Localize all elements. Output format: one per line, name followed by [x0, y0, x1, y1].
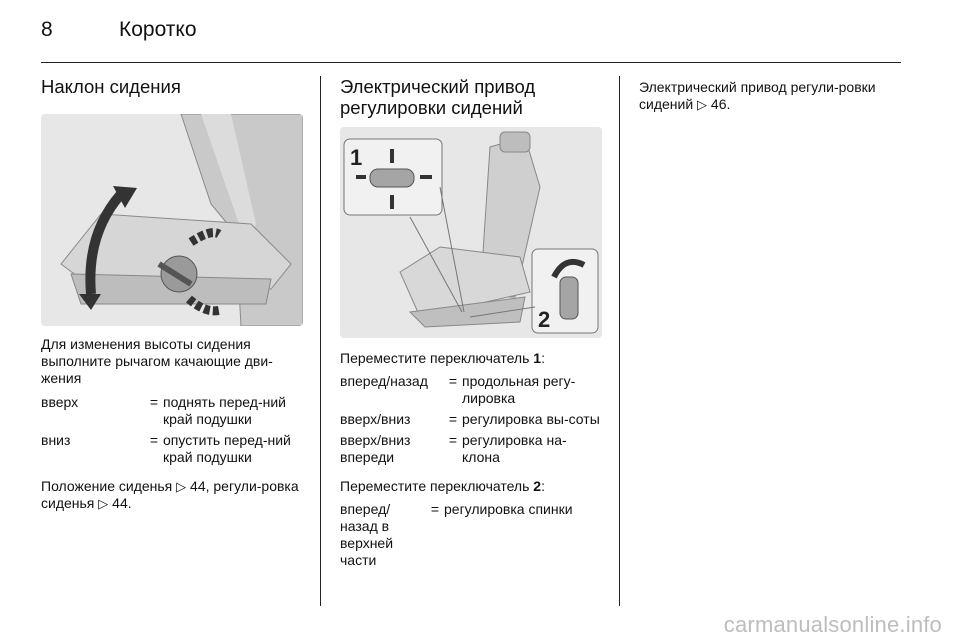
seat-tilt-illustration	[41, 114, 303, 326]
def-desc: продольная регу-лировка	[462, 373, 576, 406]
def-term: вверх/вниз впереди	[340, 432, 411, 465]
section-heading: Электрический привод регулировки сидений	[340, 76, 536, 118]
switch-2-text: Переместите переключатель	[340, 478, 534, 494]
def-eq: =	[448, 411, 458, 427]
ref-text-a: Положение сиденья	[41, 478, 177, 494]
def-eq: =	[448, 373, 458, 389]
column-power-seat	[340, 76, 602, 569]
def-desc: регулировка вы-соты	[462, 411, 600, 427]
page-ref-icon: ▷	[697, 97, 708, 112]
def-eq: =	[448, 432, 458, 448]
column-reference	[639, 76, 901, 113]
def-eq: =	[149, 432, 159, 448]
column-seat-tilt	[41, 76, 303, 512]
switch-1-number: 1	[533, 350, 542, 366]
intro-text: Для изменения высоты сидения выполните рычагом качающие дви-жения	[41, 336, 273, 386]
def-term: вверх	[41, 394, 79, 410]
def-desc: поднять перед-ний край подушки	[163, 394, 286, 427]
watermark: carmanualsonline.info	[723, 612, 942, 637]
column-divider	[619, 76, 620, 606]
switch-2-number: 2	[533, 478, 542, 494]
ref-text-b: 44, регули-ровка сиденья	[41, 478, 299, 511]
switch-2-definitions	[340, 501, 602, 569]
power-seat-illustration	[340, 127, 602, 338]
switch-1-definitions	[340, 373, 602, 466]
page-ref-icon: ▷	[98, 496, 109, 511]
def-eq: =	[149, 394, 159, 410]
definition-list	[41, 394, 303, 466]
switch-2-instruction	[340, 478, 602, 495]
seat-tilt-drawing	[41, 114, 303, 326]
page-header	[41, 18, 901, 63]
page-number: 8	[41, 18, 53, 41]
section-heading: Наклон сидения	[41, 76, 181, 97]
page-title: Коротко	[119, 18, 197, 41]
switch-1-text: Переместите переключатель	[340, 350, 534, 366]
def-desc: регулировка спинки	[444, 501, 573, 517]
reference-text: Электрический привод регули-ровки сидений	[639, 79, 876, 112]
def-eq: =	[430, 501, 440, 517]
page-ref-icon: ▷	[176, 479, 187, 494]
reference-text	[41, 478, 303, 512]
def-desc: регулировка на-клона	[462, 432, 567, 465]
switch-1-colon: :	[541, 350, 545, 366]
switch-1-instruction	[340, 350, 602, 367]
def-term: вперед/назад	[340, 373, 428, 389]
column-divider	[320, 76, 321, 606]
figure-label-1: 1	[350, 145, 363, 170]
reference-page: 46.	[707, 96, 731, 112]
def-term: вперед/ назад в верхней части	[340, 501, 394, 568]
ref-text-c: 44.	[108, 495, 132, 511]
def-term: вверх/вниз	[340, 411, 411, 427]
power-seat-drawing	[340, 127, 602, 338]
cross-reference	[639, 79, 901, 113]
def-desc: опустить перед-ний край подушки	[163, 432, 291, 465]
figure-label-2: 2	[538, 307, 551, 332]
switch-2-colon: :	[541, 478, 545, 494]
def-term: вниз	[41, 432, 71, 448]
